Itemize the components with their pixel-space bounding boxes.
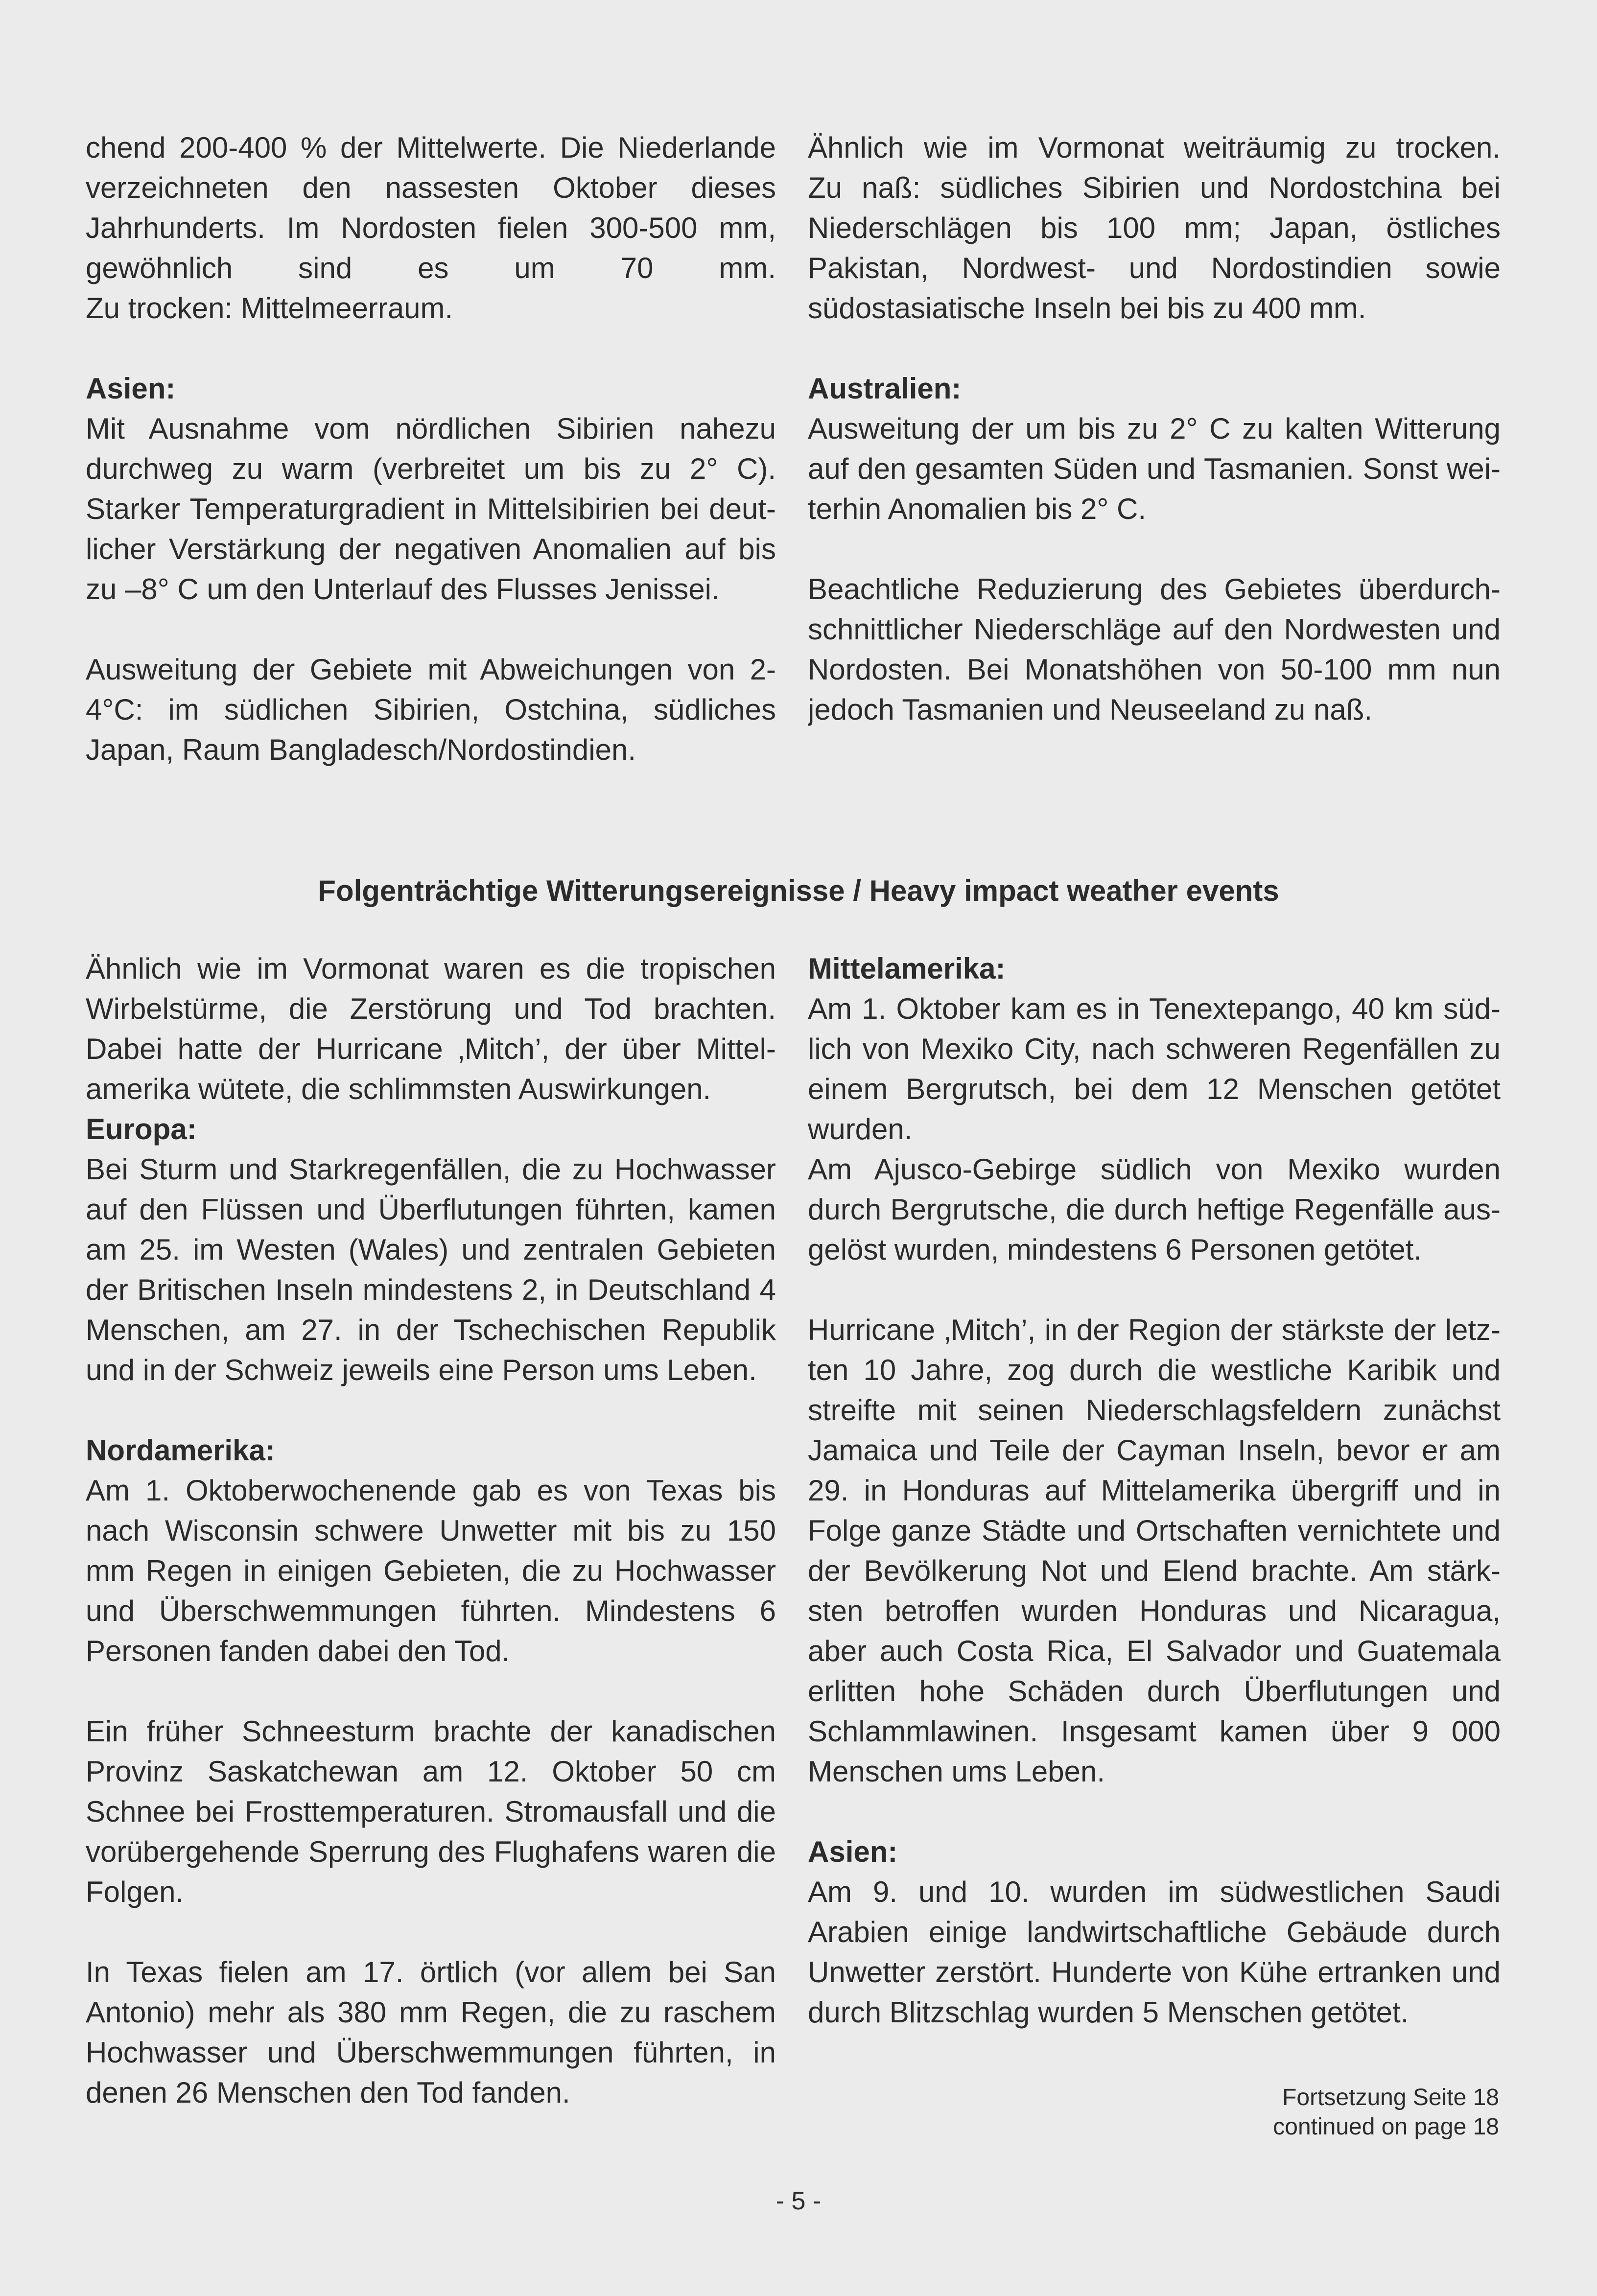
top-left-column — [86, 128, 776, 770]
text-line: jedoch Tasmanien und Neuseeland zu naß. — [808, 693, 1373, 726]
paragraph — [808, 569, 1501, 730]
text-line: am 25. im Westen (Wales) und zentralen Gebieten — [86, 1233, 776, 1266]
text-line: Am 9. und 10. wurden im südwestlichen Saudi — [808, 1875, 1501, 1908]
text-line: verzeichneten den nassesten Oktober dieses — [86, 171, 776, 204]
text-line: 29. in Honduras auf Mittelamerika übergriff und in — [808, 1474, 1501, 1507]
paragraph — [808, 1310, 1501, 1792]
text-line: Provinz Saskatchewan am 12. Oktober 50 cm — [86, 1755, 776, 1788]
paragraph — [86, 128, 776, 328]
text-line: Beachtliche Reduzierung des Gebietes überdurch- — [808, 573, 1501, 606]
text-line: Am Ajusco-Gebirge südlich von Mexiko wurden — [808, 1153, 1501, 1186]
section-heading-asien-events: Asien: — [808, 1835, 898, 1868]
text-line: Wirbelstürme, die Zerstörung und Tod brachten. — [86, 992, 776, 1025]
section-heading-europa: Europa: — [86, 1113, 197, 1146]
text-line: Jamaica und Teile der Cayman Inseln, bevor er am — [808, 1434, 1501, 1467]
text-line: Dabei hatte der Hurricane ‚Mitch’, der über Mittel- — [86, 1032, 776, 1065]
paragraph — [86, 949, 776, 1109]
text-line: Schlammlawinen. Insgesamt kamen über 9 000 — [808, 1715, 1501, 1748]
text-line: amerika wütete, die schlimmsten Auswirkungen. — [86, 1073, 711, 1105]
paragraph — [808, 409, 1501, 529]
continuation-note — [1273, 2083, 1499, 2142]
text-line: ten 10 Jahre, zog durch die westliche Karibik und — [808, 1354, 1501, 1386]
text-line: Zu naß: südliches Sibirien und Nordostchina bei — [808, 171, 1501, 204]
section-heading-mittelamerika: Mittelamerika: — [808, 952, 1006, 985]
text-line: Folgen. — [86, 1875, 184, 1908]
text-line: und in der Schweiz jeweils eine Person ums Leben. — [86, 1354, 757, 1386]
text-line: durch Bergrutsche, die durch heftige Regenfälle aus- — [808, 1193, 1501, 1226]
text-line: vorübergehende Sperrung des Flughafens waren die — [86, 1835, 776, 1868]
paragraph — [808, 1872, 1501, 2033]
text-line: gewöhnlich sind es um 70 mm. — [86, 252, 776, 284]
text-line: Schnee bei Frosttemperaturen. Stromausfall und die — [86, 1795, 776, 1828]
paragraph — [86, 1952, 776, 2113]
paragraph — [86, 1471, 776, 1671]
text-line: Jahrhunderts. Im Nordosten fielen 300-500 mm, — [86, 211, 776, 244]
text-line: Antonio) mehr als 380 mm Regen, die zu raschem — [86, 1996, 776, 2029]
text-line: denen 26 Menschen den Tod fanden. — [86, 2076, 570, 2109]
text-line: Personen fanden dabei den Tod. — [86, 1635, 510, 1667]
text-line: erlitten hohe Schäden durch Überflutungen und — [808, 1675, 1501, 1708]
section-heading-nordamerika: Nordamerika: — [86, 1434, 275, 1467]
paragraph — [86, 650, 776, 770]
text-line: aber auch Costa Rica, El Salvador und Guatemala — [808, 1635, 1501, 1667]
text-line: Arabien einige landwirtschaftliche Gebäude durch — [808, 1916, 1501, 1948]
paragraph — [86, 1711, 776, 1912]
text-line: Pakistan, Nordwest- und Nordostindien sowie — [808, 252, 1501, 284]
paragraph — [808, 989, 1501, 1149]
text-line: Unwetter zerstört. Hunderte von Kühe ertranken und — [808, 1956, 1501, 1989]
text-line: Ein früher Schneesturm brachte der kanadischen — [86, 1715, 776, 1748]
text-line: gelöst wurden, mindestens 6 Personen getötet. — [808, 1233, 1422, 1266]
text-line: Menschen ums Leben. — [808, 1755, 1105, 1788]
paragraph — [86, 409, 776, 609]
continuation-en: continued on page 18 — [1273, 2114, 1499, 2140]
text-line: Ähnlich wie im Vormonat weiträumig zu trocken. — [808, 131, 1501, 164]
text-line: durch Blitzschlag wurden 5 Menschen getötet. — [808, 1996, 1409, 2029]
paragraph — [808, 1149, 1501, 1270]
text-line: sten betroffen wurden Honduras und Nicaragua, — [808, 1594, 1501, 1627]
text-line: nach Wisconsin schwere Unwetter mit bis zu 150 — [86, 1514, 776, 1547]
text-line: Starker Temperaturgradient in Mittelsibirien bei deut- — [86, 492, 776, 525]
bottom-right-column — [808, 949, 1501, 2033]
paragraph — [808, 128, 1501, 328]
text-line: wurden. — [808, 1113, 913, 1146]
section-heading-australien: Australien: — [808, 372, 962, 405]
text-line: durchweg zu warm (verbreitet um bis zu 2° C). — [86, 452, 776, 485]
text-line: Ausweitung der Gebiete mit Abweichungen von 2- — [86, 653, 776, 686]
text-line: Nordosten. Bei Monatshöhen von 50-100 mm nun — [808, 653, 1501, 686]
text-line: In Texas fielen am 17. örtlich (vor allem bei San — [86, 1956, 776, 1989]
text-line: südostasiatische Inseln bei bis zu 400 mm. — [808, 292, 1366, 325]
page-number: - 5 - — [775, 2187, 822, 2215]
text-line: zu –8° C um den Unterlauf des Flusses Jenissei. — [86, 573, 720, 606]
text-line: Ähnlich wie im Vormonat waren es die tropischen — [86, 952, 776, 985]
text-line: Niederschlägen bis 100 mm; Japan, östliches — [808, 211, 1501, 244]
section-title: Folgenträchtige Witterungsereignisse / Heavy impact weather events — [318, 874, 1279, 907]
text-line: 4°C: im südlichen Sibirien, Ostchina, südliches — [86, 693, 776, 726]
text-line: streifte mit seinen Niederschlagsfeldern zunächst — [808, 1394, 1501, 1427]
text-line: lich von Mexiko City, nach schweren Regenfällen zu — [808, 1032, 1501, 1065]
text-line: Hochwasser und Überschwemmungen führten, in — [86, 2036, 776, 2069]
continuation-de: Fortsetzung Seite 18 — [1282, 2085, 1499, 2110]
text-line: Zu trocken: Mittelmeerraum. — [86, 292, 453, 325]
text-line: einem Bergrutsch, bei dem 12 Menschen getötet — [808, 1073, 1501, 1105]
text-line: und Überschwemmungen führten. Mindestens 6 — [86, 1594, 776, 1627]
text-line: der Bevölkerung Not und Elend brachte. Am stärk- — [808, 1554, 1501, 1587]
text-line: Hurricane ‚Mitch’, in der Region der stärkste der letz- — [808, 1313, 1501, 1346]
text-line: der Britischen Inseln mindestens 2, in Deutschland 4 — [86, 1273, 776, 1306]
text-line: Am 1. Oktober kam es in Tenextepango, 40 km süd- — [808, 992, 1501, 1025]
text-line: Japan, Raum Bangladesch/Nordostindien. — [86, 733, 636, 766]
text-line: Folge ganze Städte und Ortschaften vernichtete und — [808, 1514, 1501, 1547]
text-line: schnittlicher Niederschläge auf den Nordwesten und — [808, 613, 1501, 646]
text-line: Ausweitung der um bis zu 2° C zu kalten Witterung — [808, 412, 1501, 445]
text-line: chend 200-400 % der Mittelwerte. Die Niederlande — [86, 131, 776, 164]
text-line: Bei Sturm und Starkregenfällen, die zu Hochwasser — [86, 1153, 776, 1186]
paragraph — [86, 1149, 776, 1390]
text-line: licher Verstärkung der negativen Anomalien auf bis — [86, 533, 776, 565]
text-line: auf den gesamten Süden und Tasmanien. Sonst wei- — [808, 452, 1501, 485]
text-line: Mit Ausnahme vom nördlichen Sibirien nahezu — [86, 412, 776, 445]
text-line: Menschen, am 27. in der Tschechischen Republik — [86, 1313, 776, 1346]
text-line: auf den Flüssen und Überflutungen führten, kamen — [86, 1193, 776, 1226]
section-heading-asien: Asien: — [86, 372, 176, 405]
text-line: Am 1. Oktoberwochenende gab es von Texas bis — [86, 1474, 776, 1507]
bottom-left-column — [86, 949, 776, 2113]
top-right-column — [808, 128, 1501, 730]
text-line: mm Regen in einigen Gebieten, die zu Hochwasser — [86, 1554, 776, 1587]
text-line: terhin Anomalien bis 2° C. — [808, 492, 1147, 525]
